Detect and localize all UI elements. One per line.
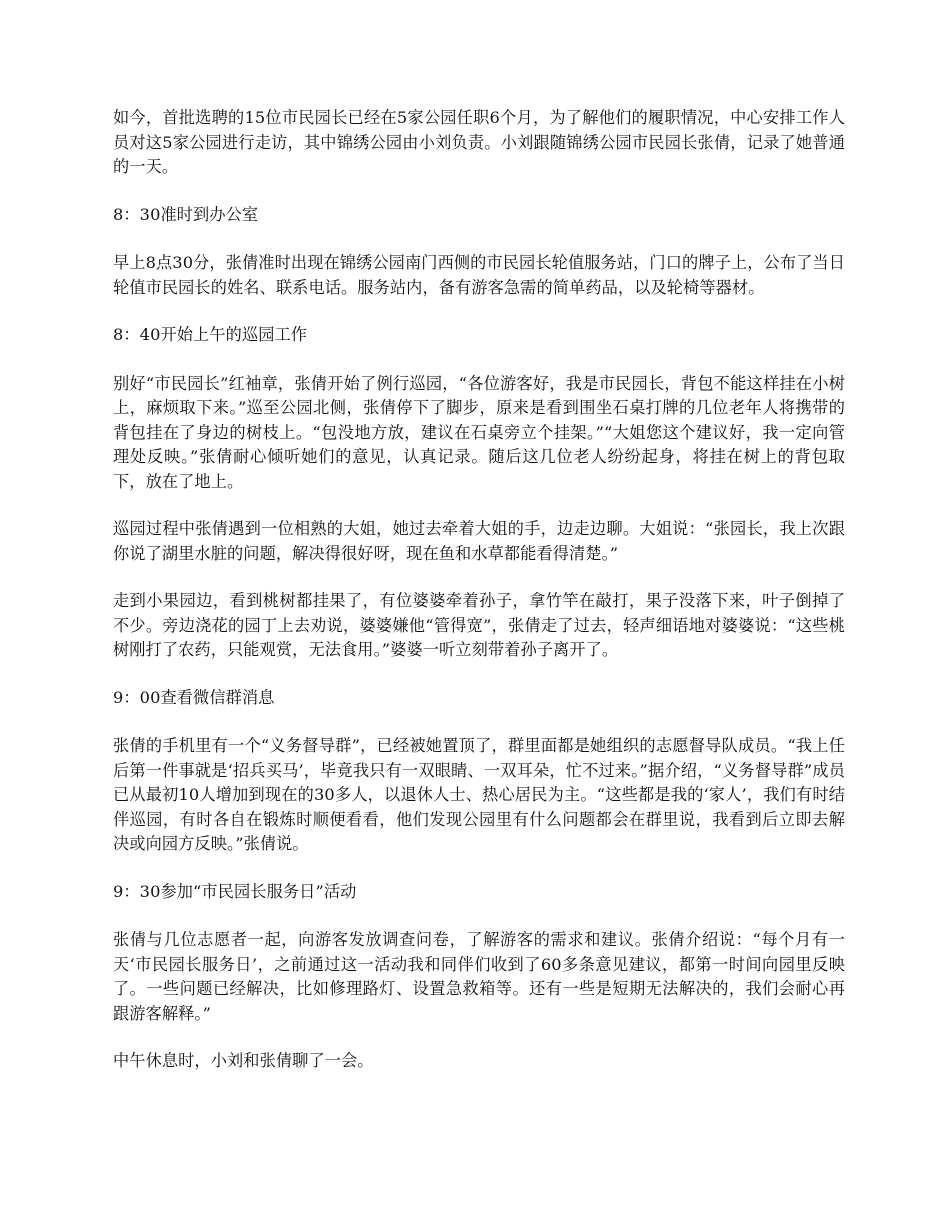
- section-heading-0840: 8：40开始上午的巡园工作: [113, 325, 308, 344]
- paragraph-acquaintance: 巡园过程中张倩遇到一位相熟的大姐，她过去牵着大姐的手，边走边聊。大姐说：“张园长，我上次跟你说了湖里水脏的问题，解决得很好呀，现在鱼和水草都能看得清楚。”: [113, 519, 845, 563]
- paragraph-orchard: 走到小果园边，看到桃树都挂果了，有位婆婆牵着孙子，拿竹竿在敲打，果子没落下来，叶子倒掉了不少。旁边浇花的园丁上去劝说，婆婆嫌他“管得宽”，张倩走了过去，轻声细语地对婆婆说：“这些桃树刚打了农药，只能观赏，无法食用。”婆婆一听立刻带着孙子离开了。: [113, 591, 845, 659]
- intro-paragraph: 如今，首批选聘的15位市民园长已经在5家公园任职6个月，为了解他们的履职情况，中心安排工作人员对这5家公园进行走访，其中锦绣公园由小刘负责。小刘跟随锦绣公园市民园长张倩，记录了她普通的一天。: [113, 108, 845, 176]
- paragraph-arrival: 早上8点30分，张倩准时出现在锦绣公园南门西侧的市民园长轮值服务站，门口的牌子上，公布了当日轮值市民园长的姓名、联系电话。服务站内，备有游客急需的简单药品，以及轮椅等器材。: [113, 253, 845, 297]
- section-heading-0930: 9：30参加“市民园长服务日”活动: [113, 881, 357, 901]
- paragraph-wechat-group: 张倩的手机里有一个“义务督导群”，已经被她置顶了，群里面都是她组织的志愿督导队成员。“我上任后第一件事就是‘招兵买马’，毕竟我只有一双眼睛、一双耳朵，忙不过来。”据介绍，“义务督导群”成员已从最初10人增加到现在的30多人，以退休人士、热心居民为主。“这些都是我的‘家人’，我们有时结伴巡园，有时各自在锻炼时顺便看看，他们发现公园里有什么问题都会在群里说，我看到后立即去解决或向园方反映。”张倩说。: [113, 736, 845, 853]
- paragraph-lunch: 中午休息时，小刘和张倩聊了一会。: [113, 1051, 374, 1070]
- paragraph-service-day: 张倩与几位志愿者一起，向游客发放调查问卷，了解游客的需求和建议。张倩介绍说：“每个月有一天‘市民园长服务日’，之前通过这一活动我和同伴们收到了60多条意见建议，都第一时间向园里反映了。一些问题已经解决，比如修理路灯、设置急救箱等。还有一些是短期无法解决的，我们会耐心再跟游客解释。”: [113, 930, 845, 1023]
- paragraph-patrol: 别好“市民园长”红袖章，张倩开始了例行巡园，“各位游客好，我是市民园长，背包不能这样挂在小树上，麻烦取下来。”巡至公园北侧，张倩停下了脚步，原来是看到围坐石桌打牌的几位老年人将携带的背包挂在了身边的树枝上。“包没地方放，建议在石桌旁立个挂架。”“大姐您这个建议好，我一定向管理处反映。”张倩耐心倾听她们的意见，认真记录。随后这几位老人纷纷起身，将挂在树上的背包取下，放在了地上。: [113, 373, 845, 491]
- document-body: [113, 106, 845, 1097]
- section-heading-0900: 9：00查看微信群消息: [113, 687, 275, 707]
- section-heading-0830: 8：30准时到办公室: [113, 204, 259, 224]
